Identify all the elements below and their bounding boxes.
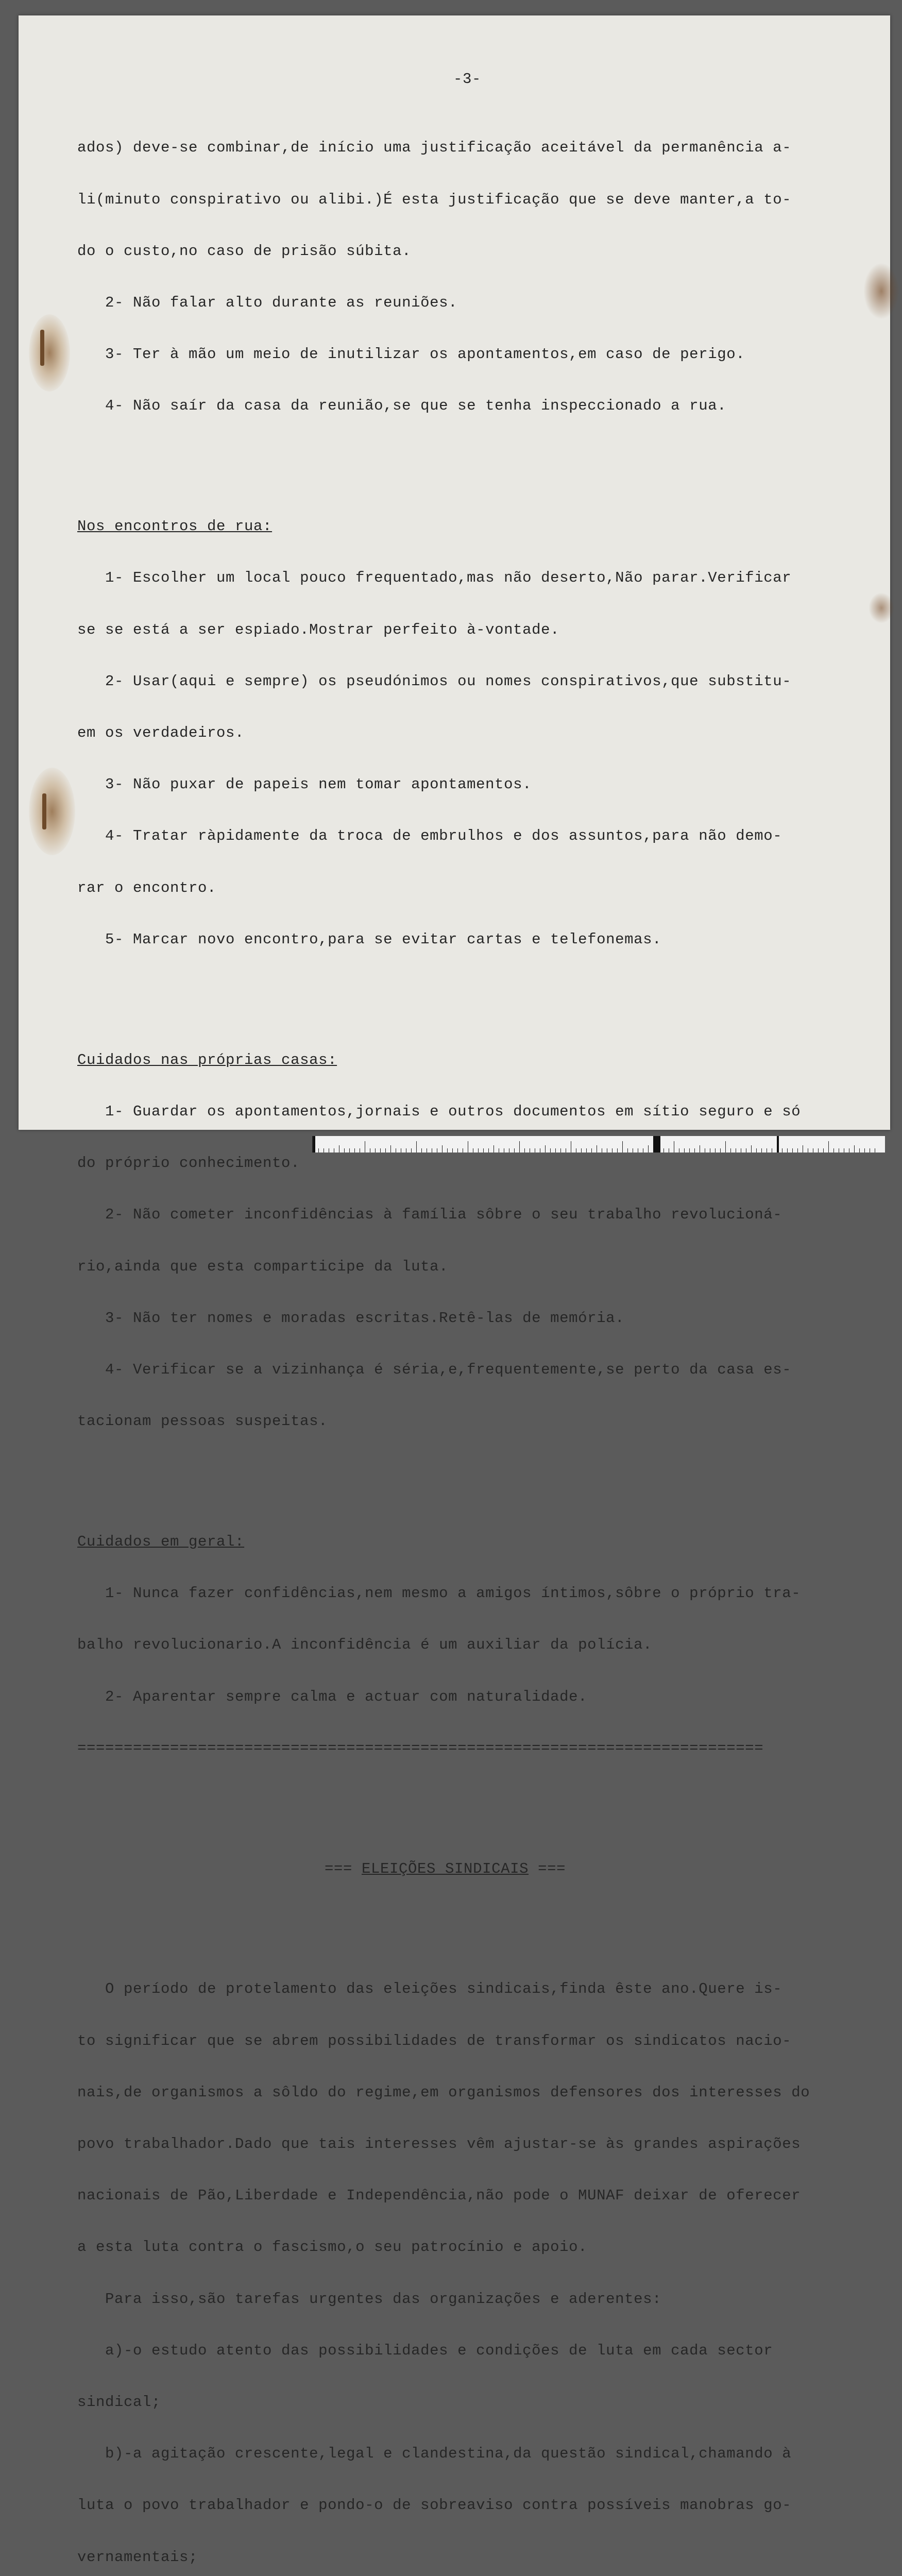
ruler-tick xyxy=(447,1148,448,1153)
text-line: tacionam pessoas suspeitas. xyxy=(77,1413,328,1430)
ruler-tick xyxy=(524,1148,525,1153)
ruler-tick xyxy=(828,1141,829,1153)
section-heading: Cuidados nas próprias casas: xyxy=(77,1051,337,1069)
ruler-tick xyxy=(380,1148,381,1153)
text-line: 1- Nunca fazer confidências,nem mesmo a amigos íntimos,sôbre o próprio tra- xyxy=(77,1585,801,1602)
ruler-tick xyxy=(519,1141,520,1153)
rust-stain xyxy=(29,768,75,855)
ruler-tick xyxy=(318,1148,319,1153)
ruler-tick xyxy=(859,1148,860,1153)
text-line: do próprio conhecimento. xyxy=(77,1155,300,1172)
title-suffix: === xyxy=(538,1860,566,1877)
ruler-tick xyxy=(663,1148,664,1153)
staple-mark xyxy=(42,793,46,829)
text-line: 5- Marcar novo encontro,para se evitar cartas e telefonemas. xyxy=(77,930,662,948)
ruler-tick xyxy=(761,1148,762,1153)
text-line: to significar que se abrem possibilidades de transformar os sindicatos nacio- xyxy=(77,2032,792,2049)
ruler-tick xyxy=(694,1148,695,1153)
ruler-tick xyxy=(457,1148,458,1153)
ruler-block xyxy=(313,1136,315,1153)
ruler-tick xyxy=(581,1148,582,1153)
text-line: nacionais de Pão,Liberdade e Independência,não pode o MUNAF deixar de oferecer xyxy=(77,2187,801,2205)
text-line: 1- Guardar os apontamentos,jornais e outros documentos em sítio seguro e só xyxy=(77,1103,801,1120)
text-line: 4- Tratar ràpidamente da troca de embrulhos e dos assuntos,para não demo- xyxy=(77,827,782,845)
text-line: O período de protelamento das eleições sindicais,finda êste ano.Quere is- xyxy=(77,1980,782,1998)
text-line: a esta luta contra o fascismo,o seu patrocínio e apoio. xyxy=(77,2239,588,2256)
ruler-block xyxy=(777,1136,779,1153)
text-line: 3- Não ter nomes e moradas escritas.Retê-las de memória. xyxy=(77,1309,625,1327)
text-line: rar o encontro. xyxy=(77,879,217,896)
page-number: -3- xyxy=(453,70,482,88)
divider-line: ========================================================================== xyxy=(77,1739,764,1757)
ruler-tick xyxy=(514,1148,515,1153)
ruler-tick xyxy=(720,1148,721,1153)
text-line: 2- Usar(aqui e sempre) os pseudónimos ou nomes conspirativos,que substitu- xyxy=(77,672,792,690)
ruler-tick xyxy=(550,1148,551,1153)
ruler-tick xyxy=(823,1148,824,1153)
text-line: Para isso,são tarefas urgentes das organizações e aderentes: xyxy=(77,2290,662,2308)
ruler-tick xyxy=(648,1145,649,1153)
ruler-tick xyxy=(375,1148,376,1153)
ruler-tick xyxy=(442,1145,443,1153)
ruler-tick xyxy=(483,1148,484,1153)
ruler-tick xyxy=(349,1148,350,1153)
text-line: ados) deve-se combinar,de início uma justificação aceitável da permanência a- xyxy=(77,139,792,157)
ruler-tick xyxy=(684,1148,685,1153)
text-line: rio,ainda que esta comparticipe da luta. xyxy=(77,1258,449,1275)
section-heading: Cuidados em geral: xyxy=(77,1533,245,1550)
ruler-tick xyxy=(797,1148,798,1153)
ruler-tick xyxy=(354,1148,355,1153)
text-line: 2- Não falar alto durante as reuniões. xyxy=(77,294,458,312)
text-line: b)-a agitação crescente,legal e clandestina,da questão sindical,chamando à xyxy=(77,2445,792,2463)
rust-stain xyxy=(869,592,894,623)
text-line: povo trabalhador.Dado que tais interesses vêm ajustar-se às grandes aspirações xyxy=(77,2135,801,2153)
ruler-tick xyxy=(545,1145,546,1153)
ruler-tick xyxy=(390,1145,391,1153)
title-prefix: === xyxy=(325,1860,353,1877)
ruler-tick xyxy=(478,1148,479,1153)
text-line: sindical; xyxy=(77,2393,161,2411)
ruler-tick xyxy=(715,1148,716,1153)
text-line: li(minuto conspirativo ou alibi.)É esta justificação que se deve manter,a to- xyxy=(77,191,792,208)
text-line: 4- Verificar se a vizinhança é séria,e,frequentemente,se perto da casa es- xyxy=(77,1361,792,1378)
ruler-tick xyxy=(689,1148,690,1153)
text-line: 4- Não saír da casa da reunião,se que se tenha inspeccionado a rua. xyxy=(77,397,727,415)
ruler-tick xyxy=(730,1148,731,1153)
ruler-tick xyxy=(792,1148,793,1153)
ruler-tick xyxy=(560,1148,561,1153)
text-line: 2- Aparentar sempre calma e actuar com naturalidade. xyxy=(77,1688,588,1705)
ruler-tick xyxy=(488,1148,489,1153)
ruler-block xyxy=(653,1136,660,1153)
text-line: 3- Ter à mão um meio de inutilizar os apontamentos,em caso de perigo. xyxy=(77,346,745,363)
staple-mark xyxy=(40,330,44,366)
rust-stain xyxy=(29,314,70,392)
typed-text-block xyxy=(77,36,871,2576)
ruler-tick xyxy=(416,1141,417,1153)
ruler-tick xyxy=(854,1145,855,1153)
ruler-tick xyxy=(787,1148,788,1153)
ruler-tick xyxy=(452,1148,453,1153)
title-text: ELEIÇÕES SINDICAIS xyxy=(362,1860,529,1877)
text-line: do o custo,no caso de prisão súbita. xyxy=(77,242,412,260)
ruler-tick xyxy=(818,1148,819,1153)
ruler-tick xyxy=(864,1148,865,1153)
text-line: se se está a ser espiado.Mostrar perfeito à-vontade. xyxy=(77,621,560,638)
ruler-tick xyxy=(627,1148,628,1153)
ruler-tick xyxy=(555,1148,556,1153)
text-line: nais,de organismos a sôldo do regime,em organismos defensores dos interesses do xyxy=(77,2083,810,2101)
text-line: 1- Escolher um local pouco frequentado,mas não deserto,Não parar.Verificar xyxy=(77,569,792,587)
ruler-tick xyxy=(725,1141,726,1153)
text-line: em os verdadeiros. xyxy=(77,724,245,742)
ruler-tick xyxy=(756,1148,757,1153)
section-heading: Nos encontros de rua: xyxy=(77,518,273,535)
section-title xyxy=(77,1860,871,1877)
ruler-tick xyxy=(751,1145,752,1153)
ruler-tick xyxy=(493,1145,494,1153)
ruler-tick xyxy=(411,1148,412,1153)
text-line: vernamentais; xyxy=(77,2548,198,2566)
text-line: 2- Não cometer inconfidências à família sôbre o seu trabalho revolucioná- xyxy=(77,1206,782,1224)
ruler-tick xyxy=(385,1148,386,1153)
text-line: 3- Não puxar de papeis nem tomar apontamentos. xyxy=(77,776,532,793)
ruler-tick xyxy=(586,1148,587,1153)
ruler-tick xyxy=(591,1148,592,1153)
ruler-tick xyxy=(833,1148,834,1153)
text-line: a)-o estudo atento das possibilidades e condições de luta em cada sector xyxy=(77,2342,773,2359)
ruler-tick xyxy=(622,1141,623,1153)
text-line: luta o povo trabalhador e pondo-o de sobreaviso contra possíveis manobras go- xyxy=(77,2497,792,2514)
ruler-tick xyxy=(344,1148,345,1153)
text-line: balho revolucionario.A inconfidência é um auxiliar da polícia. xyxy=(77,1636,653,1654)
ruler-tick xyxy=(617,1148,618,1153)
ruler-tick xyxy=(421,1148,422,1153)
scale-ruler xyxy=(312,1136,885,1153)
